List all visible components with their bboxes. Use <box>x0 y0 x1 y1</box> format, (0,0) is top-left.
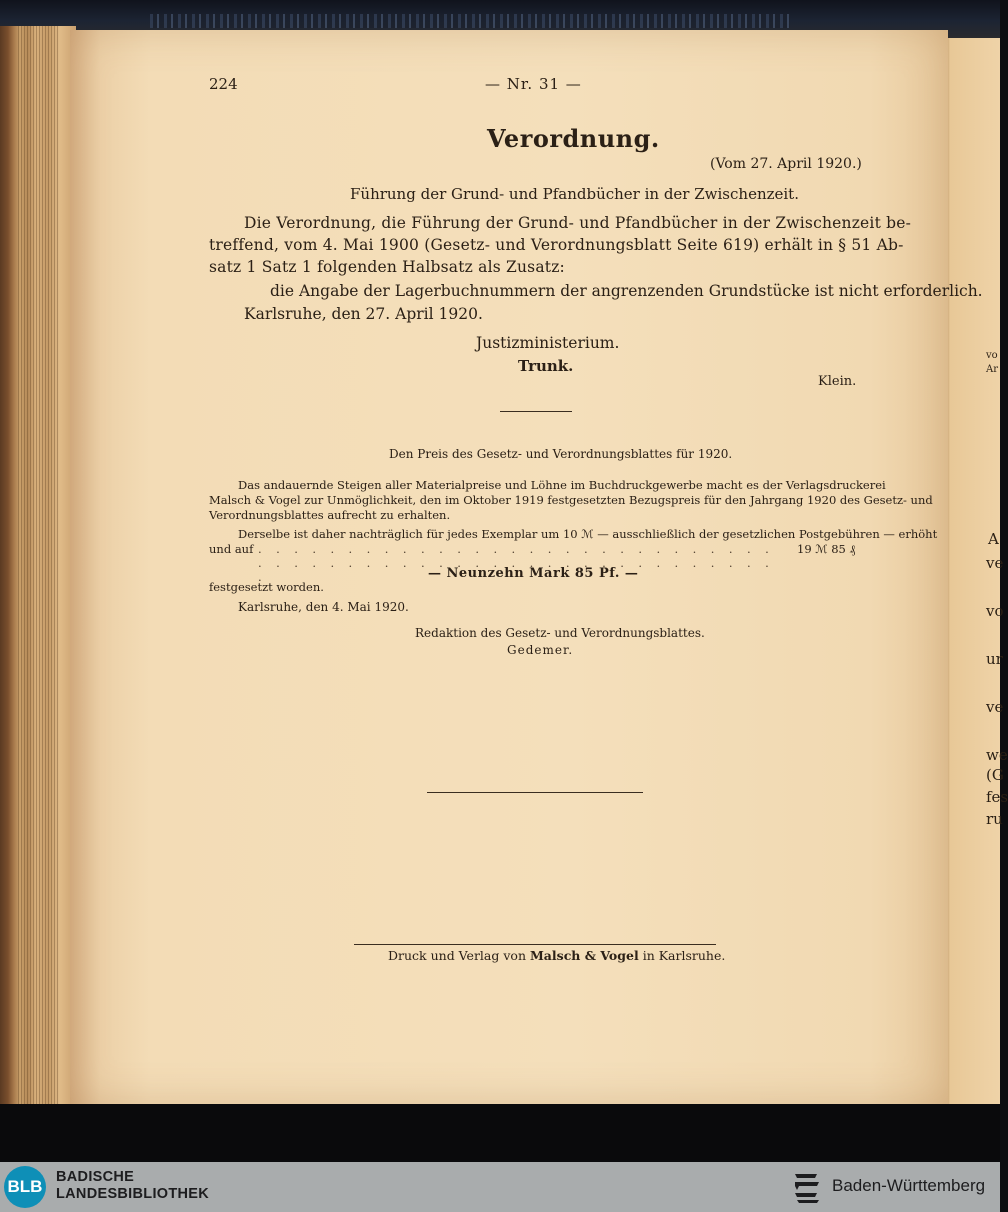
blb-logo-icon[interactable]: BLB <box>4 1166 46 1208</box>
scan-bottom-edge <box>0 1104 1000 1162</box>
notice-place-date: Karlsruhe, den 4. Mai 1920. <box>238 600 409 614</box>
body-text-line: treffend, vom 4. Mai 1900 (Gesetz- und Verordnungsblatt Seite 619) erhält in § 51 Ab- <box>209 236 904 254</box>
facing-fragment: (G <box>986 766 1004 784</box>
notice-line: Malsch & Vogel zur Unmöglichkeit, den im Oktober 1919 festgesetzten Bezugspreis für den Jahrgang 1920 des Gesetz- und <box>209 493 933 507</box>
notice-line: und auf <box>209 542 254 556</box>
page-number: 224 <box>209 75 238 93</box>
notice-title: Den Preis des Gesetz- und Verordnungsblattes für 1920. <box>389 447 733 461</box>
ministry-name: Justizministerium. <box>476 334 620 352</box>
notice-line: Das andauernde Steigen aller Materialpreise und Löhne im Buchdruckgewerbe macht es der Verlagsdruckerei <box>238 478 886 492</box>
facing-fragment: fes <box>986 788 1008 806</box>
facing-fragment: A <box>988 530 999 548</box>
signature-trunk: Trunk. <box>518 357 574 375</box>
place-date: Karlsruhe, den 27. April 1920. <box>244 305 483 323</box>
facing-fragment: vo <box>986 602 1004 620</box>
section-divider <box>427 792 643 793</box>
price-amount: 19 ℳ 85 ₰ <box>797 542 856 556</box>
editorial-office: Redaktion des Gesetz- und Verordnungsblattes. <box>415 626 705 640</box>
facing-page <box>944 38 1008 1104</box>
library-name-line-2: LANDESBIBLIOTHEK <box>56 1186 210 1202</box>
page-stack-lines <box>18 26 58 1104</box>
body-text-line: satz 1 Satz 1 folgenden Halbsatz als Zusatz: <box>209 258 565 276</box>
price-in-words: — Neunzehn Mark 85 Pf. — <box>428 566 639 581</box>
facing-fragment: ur <box>986 650 1003 668</box>
decree-subtitle: Führung der Grund- und Pfandbücher in der Zwischenzeit. <box>350 185 799 203</box>
library-name[interactable] <box>56 1169 209 1203</box>
imprint-prefix: Druck und Verlag von <box>388 948 530 963</box>
book-cover-texture <box>150 14 790 28</box>
printer-name: Malsch & Vogel <box>529 948 639 963</box>
state-name[interactable]: Baden-Württemberg <box>832 1176 986 1195</box>
notice-line: festgesetzt worden. <box>209 580 324 594</box>
notice-line: Derselbe ist daher nachträglich für jedes Exemplar um 10 ℳ — ausschließlich der gesetzlichen Postgebühren — erhöht <box>238 527 938 541</box>
library-name-line-1: BADISCHE <box>56 1169 135 1185</box>
facing-fragment: ru <box>986 810 1003 828</box>
book-page-edges <box>0 26 76 1104</box>
signature-klein: Klein. <box>818 374 857 389</box>
section-divider <box>500 411 572 412</box>
dot-leader: . . . . . . . . . . . . . . . . . . . . . . . . . . . . . . . . . . . . . . . . . . . . . . . . . . . . . . . . . . . <box>258 542 775 584</box>
lions-emblem-icon[interactable] <box>791 1168 823 1206</box>
imprint-rule <box>354 944 716 945</box>
decree-date: (Vom 27. April 1920.) <box>710 156 862 172</box>
facing-fragment: vo <box>986 350 998 361</box>
facing-fragment: Ar <box>986 364 999 375</box>
printer-imprint <box>388 948 725 963</box>
imprint-suffix: in Karlsruhe. <box>638 948 726 963</box>
notice-line: Verordnungsblattes aufrecht zu erhalten. <box>209 508 451 522</box>
amendment-text: die Angabe der Lagerbuchnummern der angrenzenden Grundstücke ist nicht erforderlich. <box>270 282 983 300</box>
facing-fragment: ve <box>986 698 1004 716</box>
viewer-footer <box>0 1162 1000 1212</box>
body-text-line: Die Verordnung, die Führung der Grund- und Pfandbücher in der Zwischenzeit be- <box>244 214 912 232</box>
facing-fragment: ve <box>986 554 1004 572</box>
issue-number: — Nr. 31 — <box>485 75 582 93</box>
page-title: Verordnung. <box>487 124 660 153</box>
facing-fragment: we <box>986 746 1008 764</box>
editor-name: Gedemer. <box>507 643 574 657</box>
